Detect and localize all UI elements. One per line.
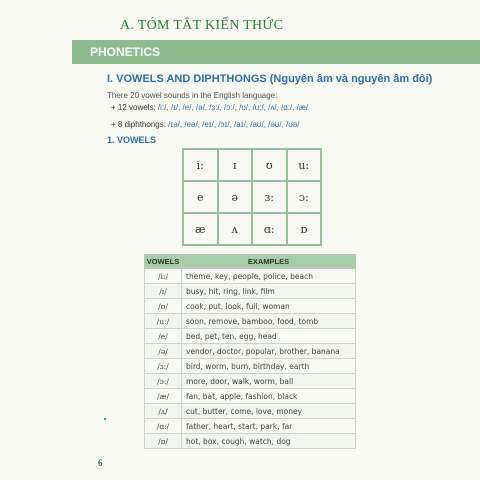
examples-text: theme, key, people, police, beach [182, 269, 356, 284]
vowel-symbol: /ɜ:/ [145, 359, 182, 374]
vowel-symbol: /ʊ/ [145, 299, 182, 314]
vowel-symbol: /ɔ:/ [145, 374, 182, 389]
list-item-diphthongs [111, 120, 299, 129]
vowel-cell: u: [287, 149, 322, 181]
examples-text: cut, butter, come, love, money [182, 404, 356, 419]
vowel-cell: ɜ: [252, 181, 287, 213]
examples-text: soon, remove, bamboo, food, tomb [182, 314, 356, 329]
table-row [145, 404, 356, 419]
list-item-vowels [111, 103, 308, 112]
vowel-symbol: /ə/ [145, 344, 182, 359]
table-header-row [145, 255, 356, 269]
section-title: A. TÓM TẮT KIẾN THỨC [120, 18, 284, 33]
vowel-symbol: /u:/ [145, 314, 182, 329]
examples-text: cook, put, look, full, woman [182, 299, 356, 314]
vowel-cell: ɒ [287, 213, 322, 245]
phonetics-band [72, 40, 480, 64]
intro-text: There 20 vowel sounds in the English language: [107, 91, 278, 100]
subheading-vowels: 1. VOWELS [107, 135, 157, 145]
examples-text: fan, bat, apple, fashion, black [182, 389, 356, 404]
vowel-cell: æ [183, 213, 218, 245]
table-row [145, 314, 356, 329]
table-row [145, 344, 356, 359]
examples-text: father, heart, start, park, far [182, 419, 356, 434]
vowel-cell: ə [218, 181, 253, 213]
band-label: PHONETICS [90, 45, 161, 59]
table-row [145, 434, 356, 449]
vowel-symbol: /ʌ/ [145, 404, 182, 419]
table-row [145, 299, 356, 314]
examples-text: busy, hit, ring, link, film [182, 284, 356, 299]
table-row [145, 419, 356, 434]
vowel-symbol: /æ/ [145, 389, 182, 404]
margin-mark [104, 418, 106, 420]
list-ipa: /i:/, /ɪ/, /e/, /ə/, /ɜ:/, /ɔ:/, /ʊ/, /u:/, /ʌ/, /ɑ:/, /æ/ [157, 103, 309, 112]
vowel-cell: ɑ: [252, 213, 287, 245]
table-row [145, 284, 356, 299]
vowel-symbol: /e/ [145, 329, 182, 344]
vowel-symbol: /i:/ [145, 269, 182, 284]
examples-text: hot, box, cough, watch, dog [182, 434, 356, 449]
examples-text: vendor, doctor, popular, brother, banana [182, 344, 356, 359]
vowel-cell: e [183, 181, 218, 213]
vowel-symbol: /ɪ/ [145, 284, 182, 299]
page-number: 6 [98, 458, 103, 468]
table-row [145, 329, 356, 344]
table-row [145, 389, 356, 404]
list-ipa: /ɪə/, /eə/, /eɪ/, /ɔɪ/, /aɪ/, /aʊ/, /əʊ/, /ʊə/ [168, 120, 300, 129]
examples-text: bird, worm, burn, birthday, earth [182, 359, 356, 374]
table-row [145, 374, 356, 389]
vowel-cell: ɔ: [287, 181, 322, 213]
table-row [145, 359, 356, 374]
header-vowels: VOWELS [145, 255, 182, 269]
list-label: + 12 vowels: [111, 103, 158, 112]
table-row [145, 269, 356, 284]
vowel-symbol: /ɑ:/ [145, 419, 182, 434]
examples-text: more, door, walk, worm, ball [182, 374, 356, 389]
vowel-cell: ʌ [218, 213, 253, 245]
vowel-cell: i: [183, 149, 218, 181]
header-examples: EXAMPLES [182, 255, 356, 269]
vowel-symbol: /ɒ/ [145, 434, 182, 449]
heading-vowels-diphthongs: I. VOWELS AND DIPHTHONGS (Nguyên âm và nguyên âm đôi) [107, 73, 433, 85]
vowel-examples-table [144, 254, 356, 449]
list-label: + 8 diphthongs: [111, 120, 169, 129]
vowel-cell: ɪ [218, 149, 253, 181]
vowel-cell: ʊ [252, 149, 287, 181]
vowel-grid [182, 148, 322, 246]
examples-text: bed, pet, ten, egg, head [182, 329, 356, 344]
